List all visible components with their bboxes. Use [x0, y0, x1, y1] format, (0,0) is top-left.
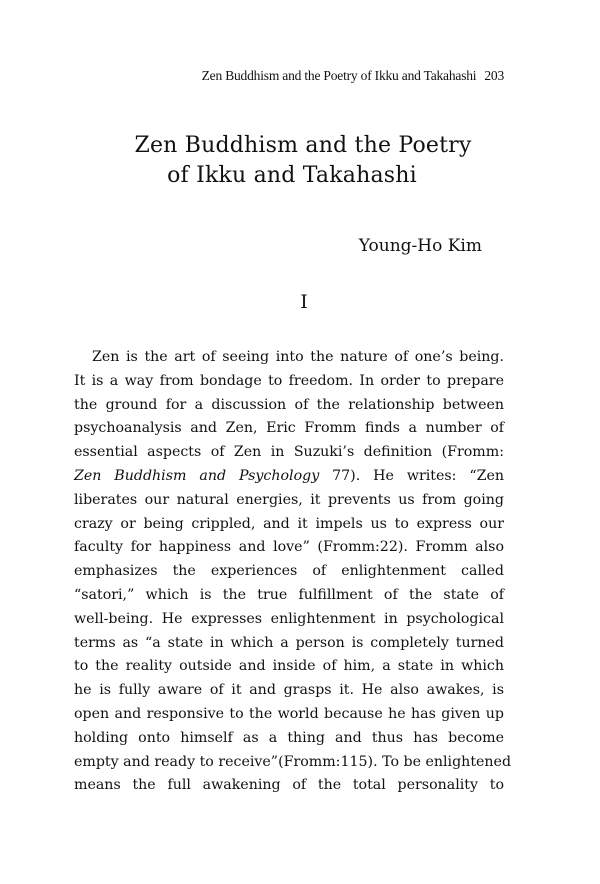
- body-line: faculty for happiness and love” (Fromm:22). Fromm also: [74, 539, 504, 556]
- running-head-title: Zen Buddhism and the Poetry of Ikku and Takahashi: [201, 68, 477, 83]
- body-line: [74, 465, 504, 489]
- body-line: Zen is the art of seeing into the nature of one’s being.: [92, 349, 504, 365]
- body-line: open and responsive to the world because he has given up: [74, 705, 504, 722]
- body-line: means the full awakening of the total personality to: [74, 777, 504, 794]
- body-line: It is a way from bondage to freedom. In order to prepare: [74, 372, 504, 389]
- body-line: emphasizes the experiences of enlightenment called: [74, 563, 504, 580]
- body-line: the ground for a discussion of the relationship between: [74, 396, 504, 413]
- article-title-line-1: Zen Buddhism and the Poetry: [134, 133, 472, 158]
- body-line: terms as “a state in which a person is completely turned: [74, 634, 504, 651]
- body-line: liberates our natural energies, it prevents us from going: [74, 491, 504, 508]
- article-title: [0, 131, 600, 191]
- body-line: to the reality outside and inside of him, a state in which: [74, 658, 504, 675]
- running-head: [202, 68, 504, 84]
- body-paragraph: [74, 346, 512, 798]
- body-line-rest: 77). He writes: “Zen: [319, 467, 505, 484]
- page-number: 203: [484, 68, 504, 83]
- body-line: empty and ready to receive”(Fromm:115). To be enlightened: [74, 753, 512, 770]
- article-title-line-2: of Ikku and Takahashi: [167, 163, 417, 188]
- body-line: crazy or being crippled, and it impels us to express our: [74, 515, 504, 532]
- body-line: essential aspects of Zen in Suzuki’s definition (Fromm:: [74, 444, 504, 461]
- body-line: “satori,” which is the true fulfillment of the state of: [74, 586, 504, 603]
- body-line: psychoanalysis and Zen, Eric Fromm finds a number of: [74, 420, 504, 437]
- body-line: he is fully aware of it and grasps it. He also awakes, is: [74, 682, 504, 699]
- author-name: Young-Ho Kim: [358, 236, 482, 256]
- body-line: holding onto himself as a thing and thus has become: [74, 729, 504, 746]
- section-number: I: [300, 291, 308, 313]
- book-title-italic: Zen Buddhism and Psychology: [74, 467, 320, 484]
- body-line: well-being. He expresses enlightenment in psychological: [74, 610, 504, 627]
